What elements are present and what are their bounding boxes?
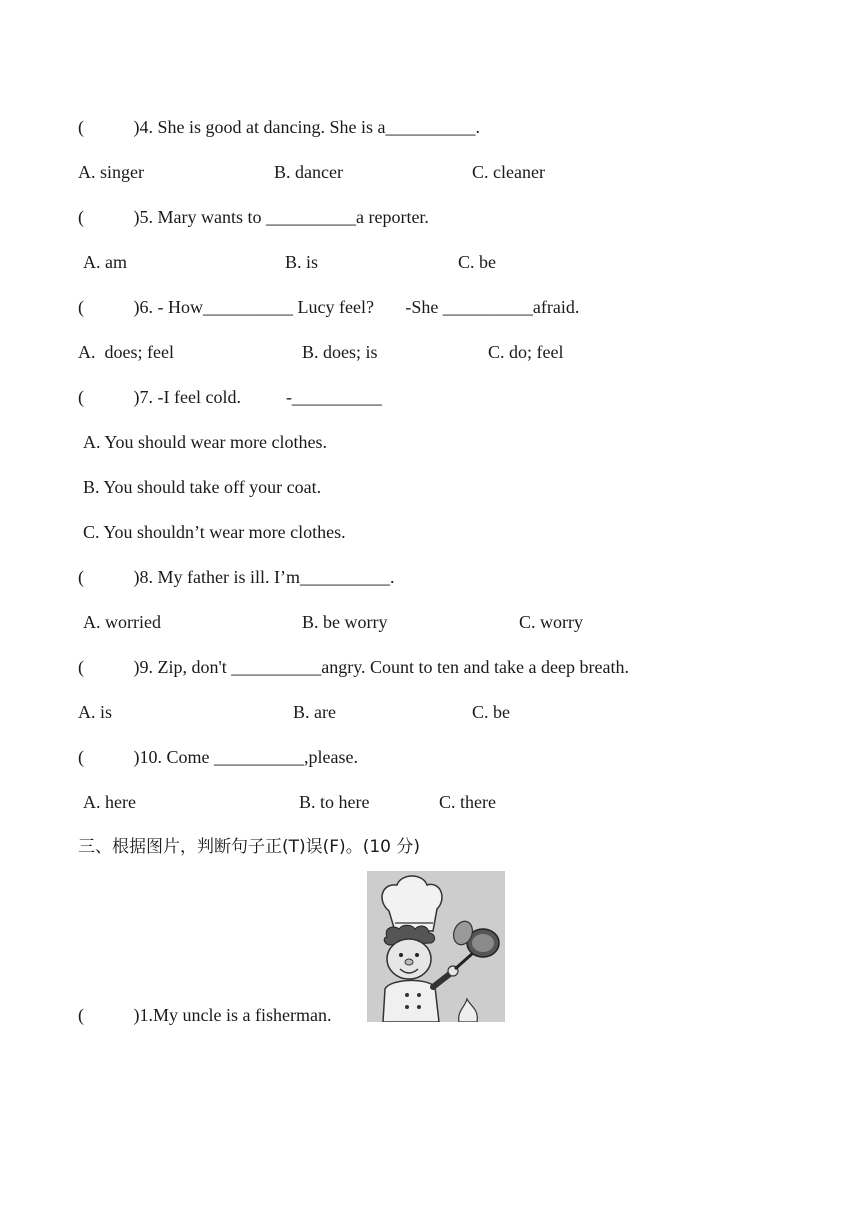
question-7-stem: ( )7. -I feel cold. -__________ xyxy=(78,387,382,407)
question-9-option-b: B. are xyxy=(293,702,336,722)
question-7-option-b: B. You should take off your coat. xyxy=(83,477,322,497)
question-10-option-c: C. there xyxy=(439,792,496,812)
question-5-option-c: C. be xyxy=(458,252,496,272)
question-4-option-b: B. dancer xyxy=(274,162,343,182)
question-8-option-b: B. be worry xyxy=(302,612,388,632)
question-7-option-c: C. You shouldn’t wear more clothes. xyxy=(83,522,346,542)
question-8-option-a: A. worried xyxy=(83,612,161,632)
question-7-option-a: A. You should wear more clothes. xyxy=(83,432,327,452)
question-5-option-a: A. am xyxy=(83,252,127,272)
question-10-stem: ( )10. Come __________,please. xyxy=(78,747,358,767)
question-9-stem: ( )9. Zip, don't __________angry. Count to ten and take a deep breath. xyxy=(78,657,629,677)
question-9-option-c: C. be xyxy=(472,702,510,722)
question-6-stem: ( )6. - How__________ Lucy feel? -She __________afraid. xyxy=(78,297,580,317)
question-9-option-a: A. is xyxy=(78,702,113,722)
question-4-stem: ( )4. She is good at dancing. She is a__________. xyxy=(78,117,480,137)
question-4-option-c: C. cleaner xyxy=(472,162,545,182)
question-6-option-a: A. does; feel xyxy=(78,342,174,362)
question-8-stem: ( )8. My father is ill. I’m__________. xyxy=(78,567,395,587)
section-3-heading: 三、根据图片，判断句子正(T)误(F)。(10 分) xyxy=(78,837,420,857)
question-6-option-c: C. do; feel xyxy=(488,342,564,362)
section-3-item-1-stem: ( )1.My uncle is a fisherman. xyxy=(78,1005,332,1025)
chef-illustration xyxy=(367,871,505,1022)
question-4-option-a: A. singer xyxy=(78,162,144,182)
question-5-option-b: B. is xyxy=(285,252,319,272)
question-8-option-c: C. worry xyxy=(519,612,583,632)
question-10-option-a: A. here xyxy=(83,792,136,812)
question-10-option-b: B. to here xyxy=(299,792,370,812)
question-6-option-b: B. does; is xyxy=(302,342,378,362)
question-5-stem: ( )5. Mary wants to __________a reporter. xyxy=(78,207,429,227)
chef-cooking-icon xyxy=(367,871,505,1022)
